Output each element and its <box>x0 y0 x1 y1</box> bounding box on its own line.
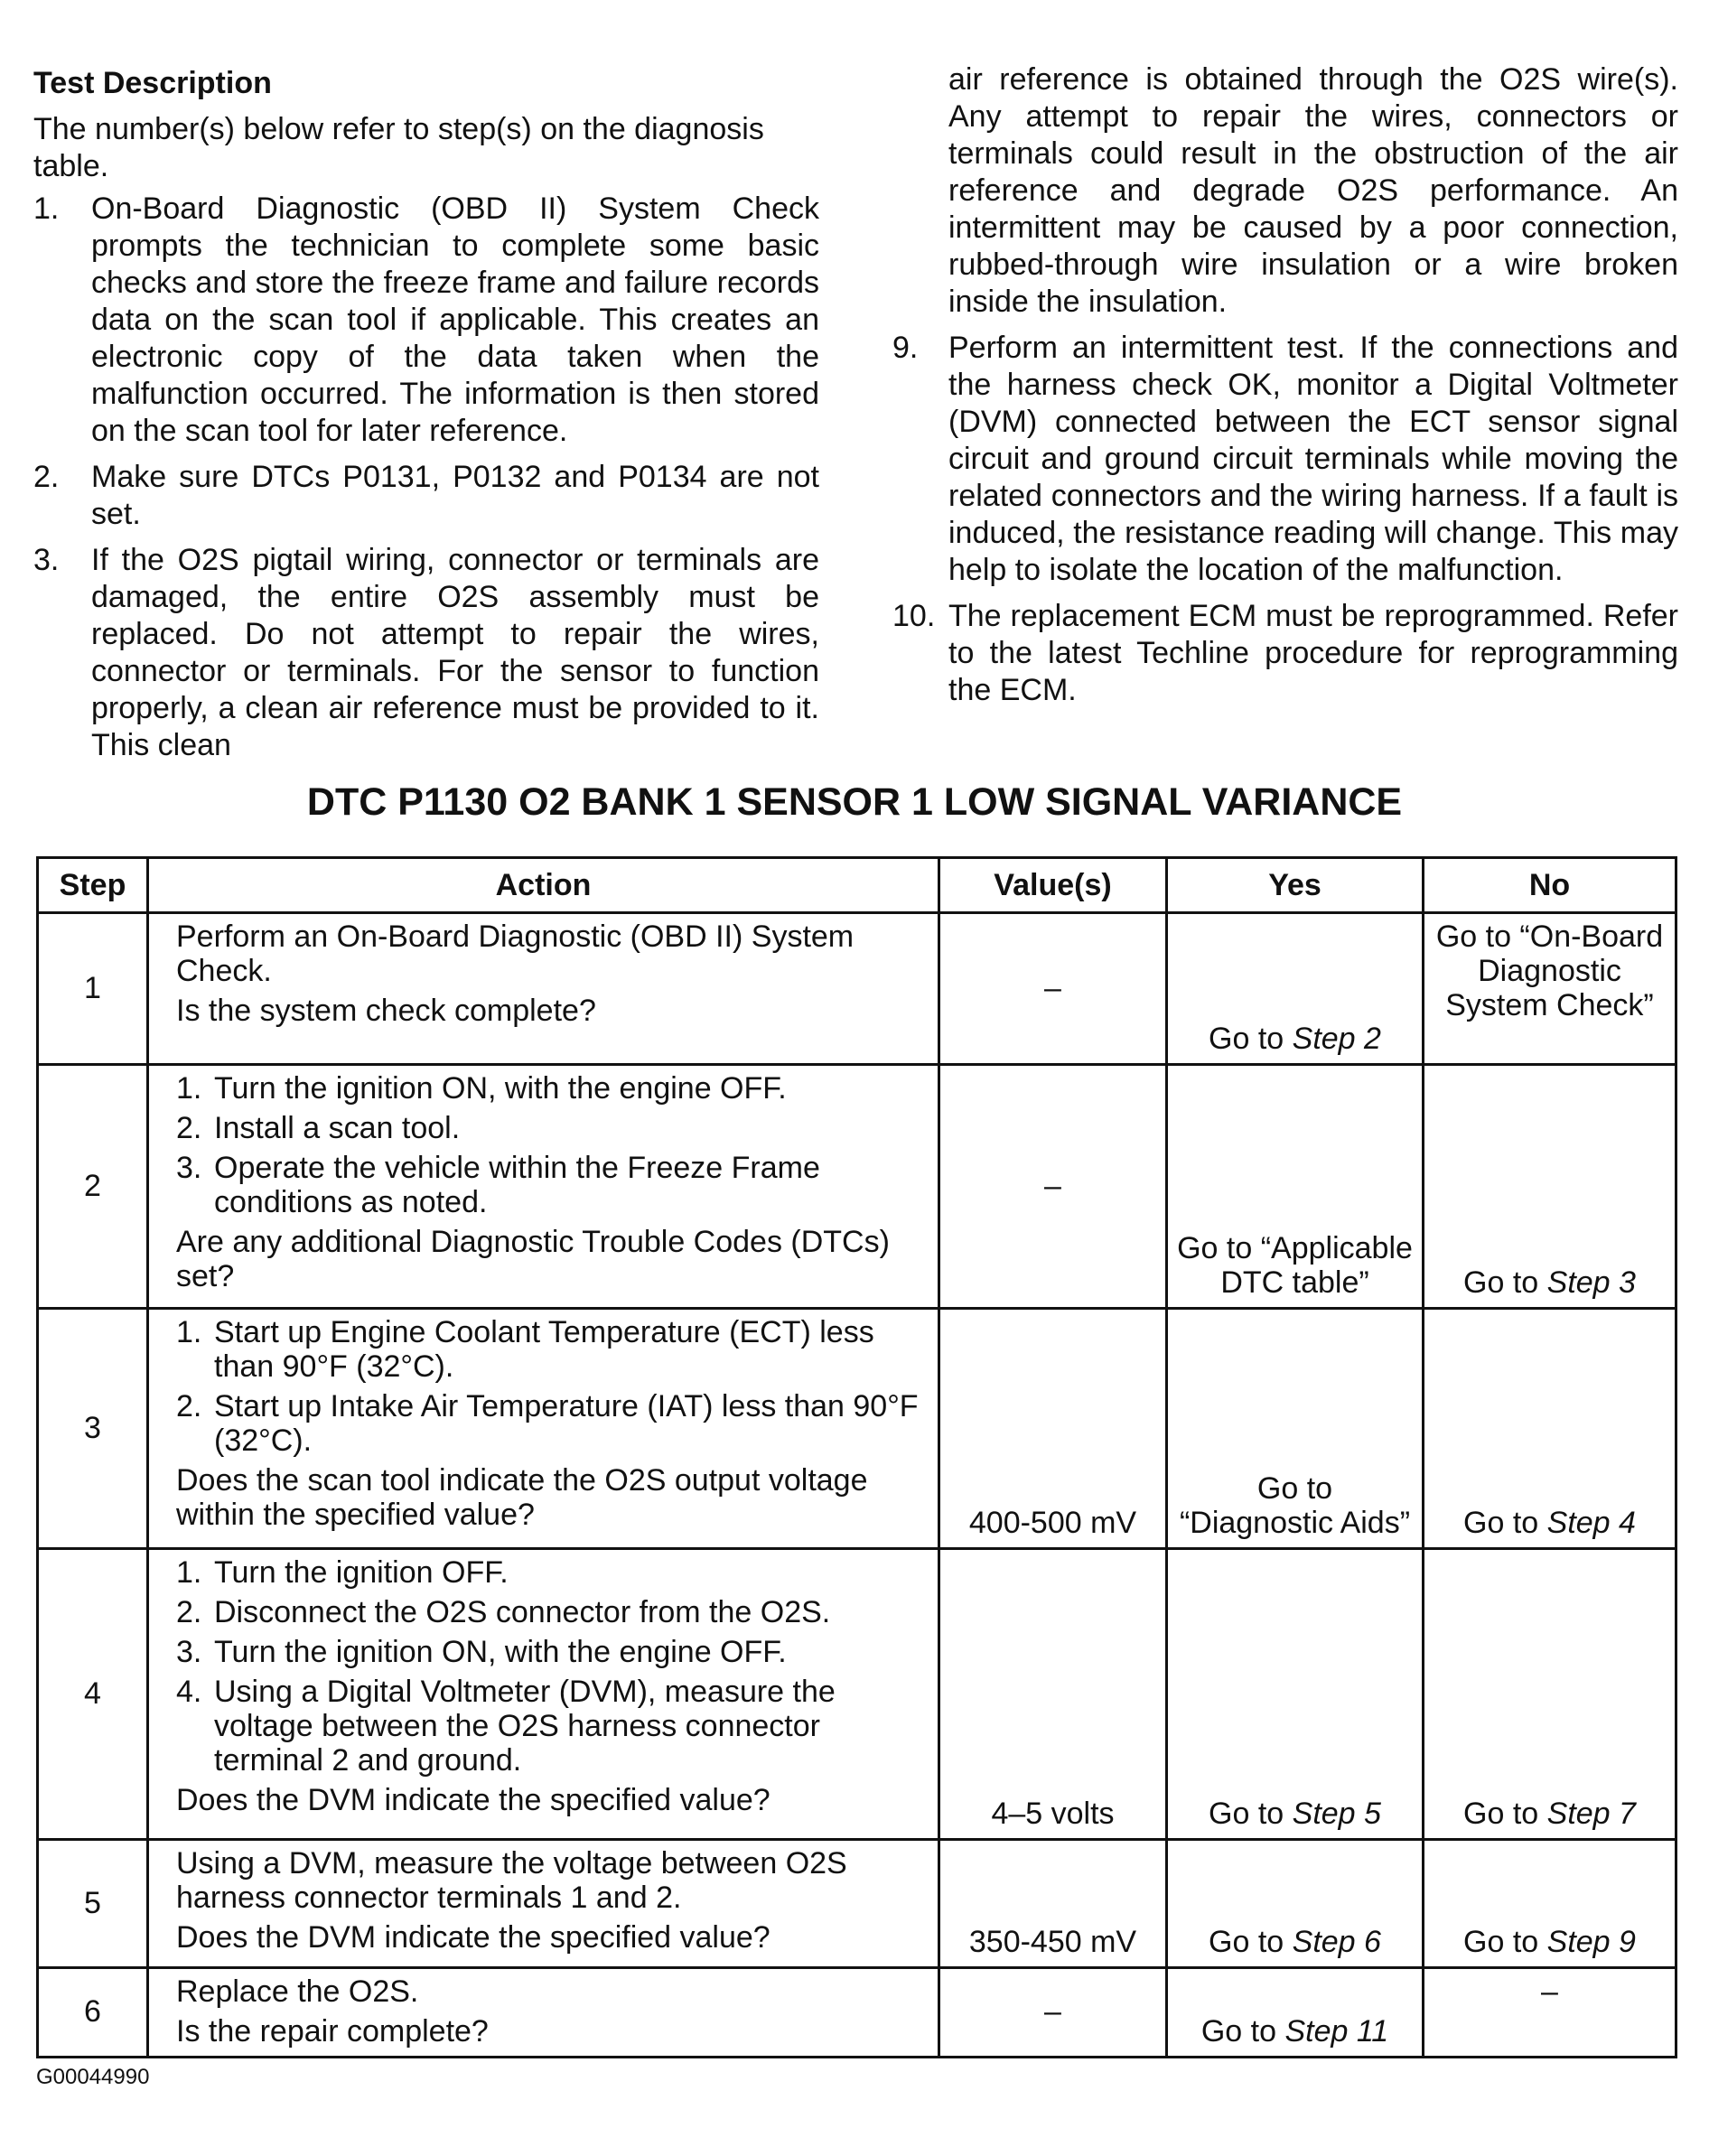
no-step-ref: Step 9 <box>1546 1925 1636 1959</box>
action-line-number: 1. <box>176 1555 202 1590</box>
no-cell <box>1424 1065 1676 1309</box>
action-line <box>176 1315 929 1384</box>
action-line-text: Disconnect the O2S connector from the O2S. <box>214 1595 831 1629</box>
table-row <box>38 1549 1676 1840</box>
no-cell <box>1424 913 1676 1065</box>
list-item-text: On-Board Diagnostic (OBD II) System Check prompts the technician to complete some basic checks and store the freeze frame and failure records data on the scan tool if applicable. This creates an electronic copy of the data taken when the malfunction occurred. The information is then stored on the scan tool for later reference. <box>91 191 819 448</box>
table-row <box>38 1840 1676 1968</box>
yes-cell <box>1167 1065 1424 1309</box>
action-line <box>176 1635 929 1669</box>
no-step-ref: Step 3 <box>1546 1265 1636 1300</box>
action-line <box>176 1389 929 1458</box>
action-line <box>176 1974 929 2009</box>
left-column <box>33 61 819 773</box>
step-number: 3 <box>38 1309 148 1549</box>
yes-step-ref: Step 11 <box>1284 2014 1389 2049</box>
step-number: 6 <box>38 1968 148 2058</box>
yes-text: Go to <box>1200 2014 1285 2049</box>
action-line-number: 2. <box>176 1595 202 1629</box>
header-no: No <box>1424 858 1676 913</box>
action-line-number: 3. <box>176 1151 202 1185</box>
list-item <box>33 459 819 533</box>
yes-text: Go to “Applicable DTC table” <box>1177 1231 1413 1300</box>
table-header-row <box>38 858 1676 913</box>
action-question: Does the scan tool indicate the O2S output voltage within the specified value? <box>176 1463 868 1532</box>
action-line-number: 2. <box>176 1389 202 1423</box>
list-item <box>33 191 819 450</box>
action-line-number: 3. <box>176 1635 202 1669</box>
no-cell <box>1424 1549 1676 1840</box>
yes-text: Go to <box>1209 1925 1293 1959</box>
no-text: Go to <box>1463 1506 1547 1540</box>
action-cell <box>148 1968 939 2058</box>
value-cell: – <box>939 1065 1167 1309</box>
header-step: Step <box>38 858 148 913</box>
step-number: 5 <box>38 1840 148 1968</box>
no-text: – <box>1541 1974 1558 2009</box>
action-line-text: Operate the vehicle within the Freeze Frame conditions as noted. <box>214 1151 820 1219</box>
action-line-text: Perform an On-Board Diagnostic (OBD II) System Check. <box>176 919 854 988</box>
list-item <box>892 598 1678 709</box>
action-question: Is the system check complete? <box>176 994 596 1028</box>
no-step-ref: Step 7 <box>1546 1797 1636 1831</box>
no-text: Go to <box>1463 1797 1547 1831</box>
action-line-number: 1. <box>176 1071 202 1106</box>
no-cell <box>1424 1309 1676 1549</box>
action-question: Does the DVM indicate the specified value? <box>176 1783 770 1817</box>
header-action: Action <box>148 858 939 913</box>
table-body <box>38 913 1676 2058</box>
action-question: Is the repair complete? <box>176 2014 489 2049</box>
action-cell <box>148 1065 939 1309</box>
no-step-ref: Step 4 <box>1546 1506 1636 1540</box>
list-item <box>33 542 819 764</box>
value-cell: 400-500 mV <box>939 1309 1167 1549</box>
action-line-number: 1. <box>176 1315 202 1349</box>
step-number: 2 <box>38 1065 148 1309</box>
step-number: 4 <box>38 1549 148 1840</box>
list-item-number: 3. <box>33 543 60 577</box>
table-row <box>38 913 1676 1065</box>
list-item-text: If the O2S pigtail wiring, connector or terminals are damaged, the entire O2S assembly must be replaced. Do not attempt to repair the wires, connector or terminals. For the sensor to function properly, a clean air reference must be provided to it. This clean <box>91 543 819 762</box>
no-text: Go to <box>1463 1925 1547 1959</box>
table-row <box>38 1065 1676 1309</box>
intro-paragraph: The number(s) below refer to step(s) on the diagnosis table. <box>33 112 764 183</box>
action-cell <box>148 1309 939 1549</box>
action-line <box>176 1111 929 1145</box>
document-id: G00044990 <box>36 2065 150 2089</box>
action-line-text: Install a scan tool. <box>214 1111 461 1145</box>
action-line <box>176 1675 929 1778</box>
yes-text: Go to <box>1209 1797 1293 1831</box>
list-item-number: 2. <box>33 460 60 494</box>
yes-cell <box>1167 1968 1424 2058</box>
list-item-text: The replacement ECM must be reprogrammed. Refer to the latest Techline procedure for reprogramming the ECM. <box>948 599 1678 707</box>
action-line-text: Using a Digital Voltmeter (DVM), measure the voltage between the O2S harness connector terminal 2 and ground. <box>214 1675 836 1778</box>
value-cell: 4–5 volts <box>939 1549 1167 1840</box>
action-cell <box>148 1549 939 1840</box>
list-item-number: 1. <box>33 191 60 226</box>
action-line-text: Start up Engine Coolant Temperature (ECT) less than 90°F (32°C). <box>214 1315 874 1384</box>
list-item <box>892 330 1678 589</box>
list-item-number: 10. <box>892 599 936 633</box>
yes-cell <box>1167 913 1424 1065</box>
yes-cell <box>1167 1549 1424 1840</box>
yes-cell <box>1167 1840 1424 1968</box>
action-line <box>176 1555 929 1590</box>
action-line <box>176 1595 929 1629</box>
list-item-text: Perform an intermittent test. If the connections and the harness check OK, monitor a Digital Voltmeter (DVM) connected between the ECT sensor signal circuit and ground circuit terminals while moving the related connectors and the wiring harness. If a fault is induced, the resistance reading will change. This may help to isolate the location of the malfunction. <box>948 331 1678 587</box>
action-line-text: Turn the ignition ON, with the engine OFF. <box>214 1071 787 1106</box>
action-line-text: Replace the O2S. <box>176 1974 419 2009</box>
action-line-number: 2. <box>176 1111 202 1145</box>
header-values: Value(s) <box>939 858 1167 913</box>
header-yes: Yes <box>1167 858 1424 913</box>
action-line-number: 4. <box>176 1675 202 1709</box>
list-item-text: Make sure DTCs P0131, P0132 and P0134 are not set. <box>91 460 819 531</box>
action-line <box>176 919 929 988</box>
yes-text: Go to “Diagnostic Aids” <box>1179 1471 1411 1540</box>
action-question: Are any additional Diagnostic Trouble Codes (DTCs) set? <box>176 1225 890 1293</box>
action-line <box>176 1846 929 1915</box>
no-cell <box>1424 1968 1676 2058</box>
yes-step-ref: Step 6 <box>1292 1925 1381 1959</box>
right-column <box>892 61 1678 718</box>
table-row <box>38 1309 1676 1549</box>
diagnostic-table <box>36 856 1677 2058</box>
action-line-text: Using a DVM, measure the voltage between O2S harness connector terminals 1 and 2. <box>176 1846 847 1915</box>
table-title: DTC P1130 O2 BANK 1 SENSOR 1 LOW SIGNAL VARIANCE <box>306 780 1403 824</box>
value-cell: 350-450 mV <box>939 1840 1167 1968</box>
action-line-text: Start up Intake Air Temperature (IAT) less than 90°F (32°C). <box>214 1389 919 1458</box>
action-line-text: Turn the ignition OFF. <box>214 1555 509 1590</box>
continuation-paragraph: air reference is obtained through the O2S wire(s). Any attempt to repair the wires, connectors or terminals could result in the obstruction of the air reference and degrade O2S performance. An intermittent may be caused by a poor connection, rubbed-through wire insulation or a wire broken inside the insulation. <box>948 62 1678 319</box>
list-item-number: 9. <box>892 331 919 365</box>
left-numbered-list <box>33 191 819 764</box>
no-text: Go to “On-Board Diagnostic System Check” <box>1435 919 1664 1022</box>
action-cell <box>148 1840 939 1968</box>
yes-step-ref: Step 5 <box>1292 1797 1381 1831</box>
no-text: Go to <box>1463 1265 1547 1300</box>
yes-step-ref: Step 2 <box>1292 1022 1381 1056</box>
yes-cell <box>1167 1309 1424 1549</box>
right-numbered-list <box>892 330 1678 709</box>
yes-text: Go to <box>1209 1022 1293 1056</box>
action-question: Does the DVM indicate the specified value? <box>176 1920 770 1955</box>
action-line <box>176 1071 929 1106</box>
action-cell <box>148 913 939 1065</box>
step-number: 1 <box>38 913 148 1065</box>
value-cell: – <box>939 913 1167 1065</box>
no-cell <box>1424 1840 1676 1968</box>
action-line <box>176 1151 929 1219</box>
action-line-text: Turn the ignition ON, with the engine OFF. <box>214 1635 787 1669</box>
test-description-heading: Test Description <box>33 66 272 100</box>
value-cell: – <box>939 1968 1167 2058</box>
table-row <box>38 1968 1676 2058</box>
